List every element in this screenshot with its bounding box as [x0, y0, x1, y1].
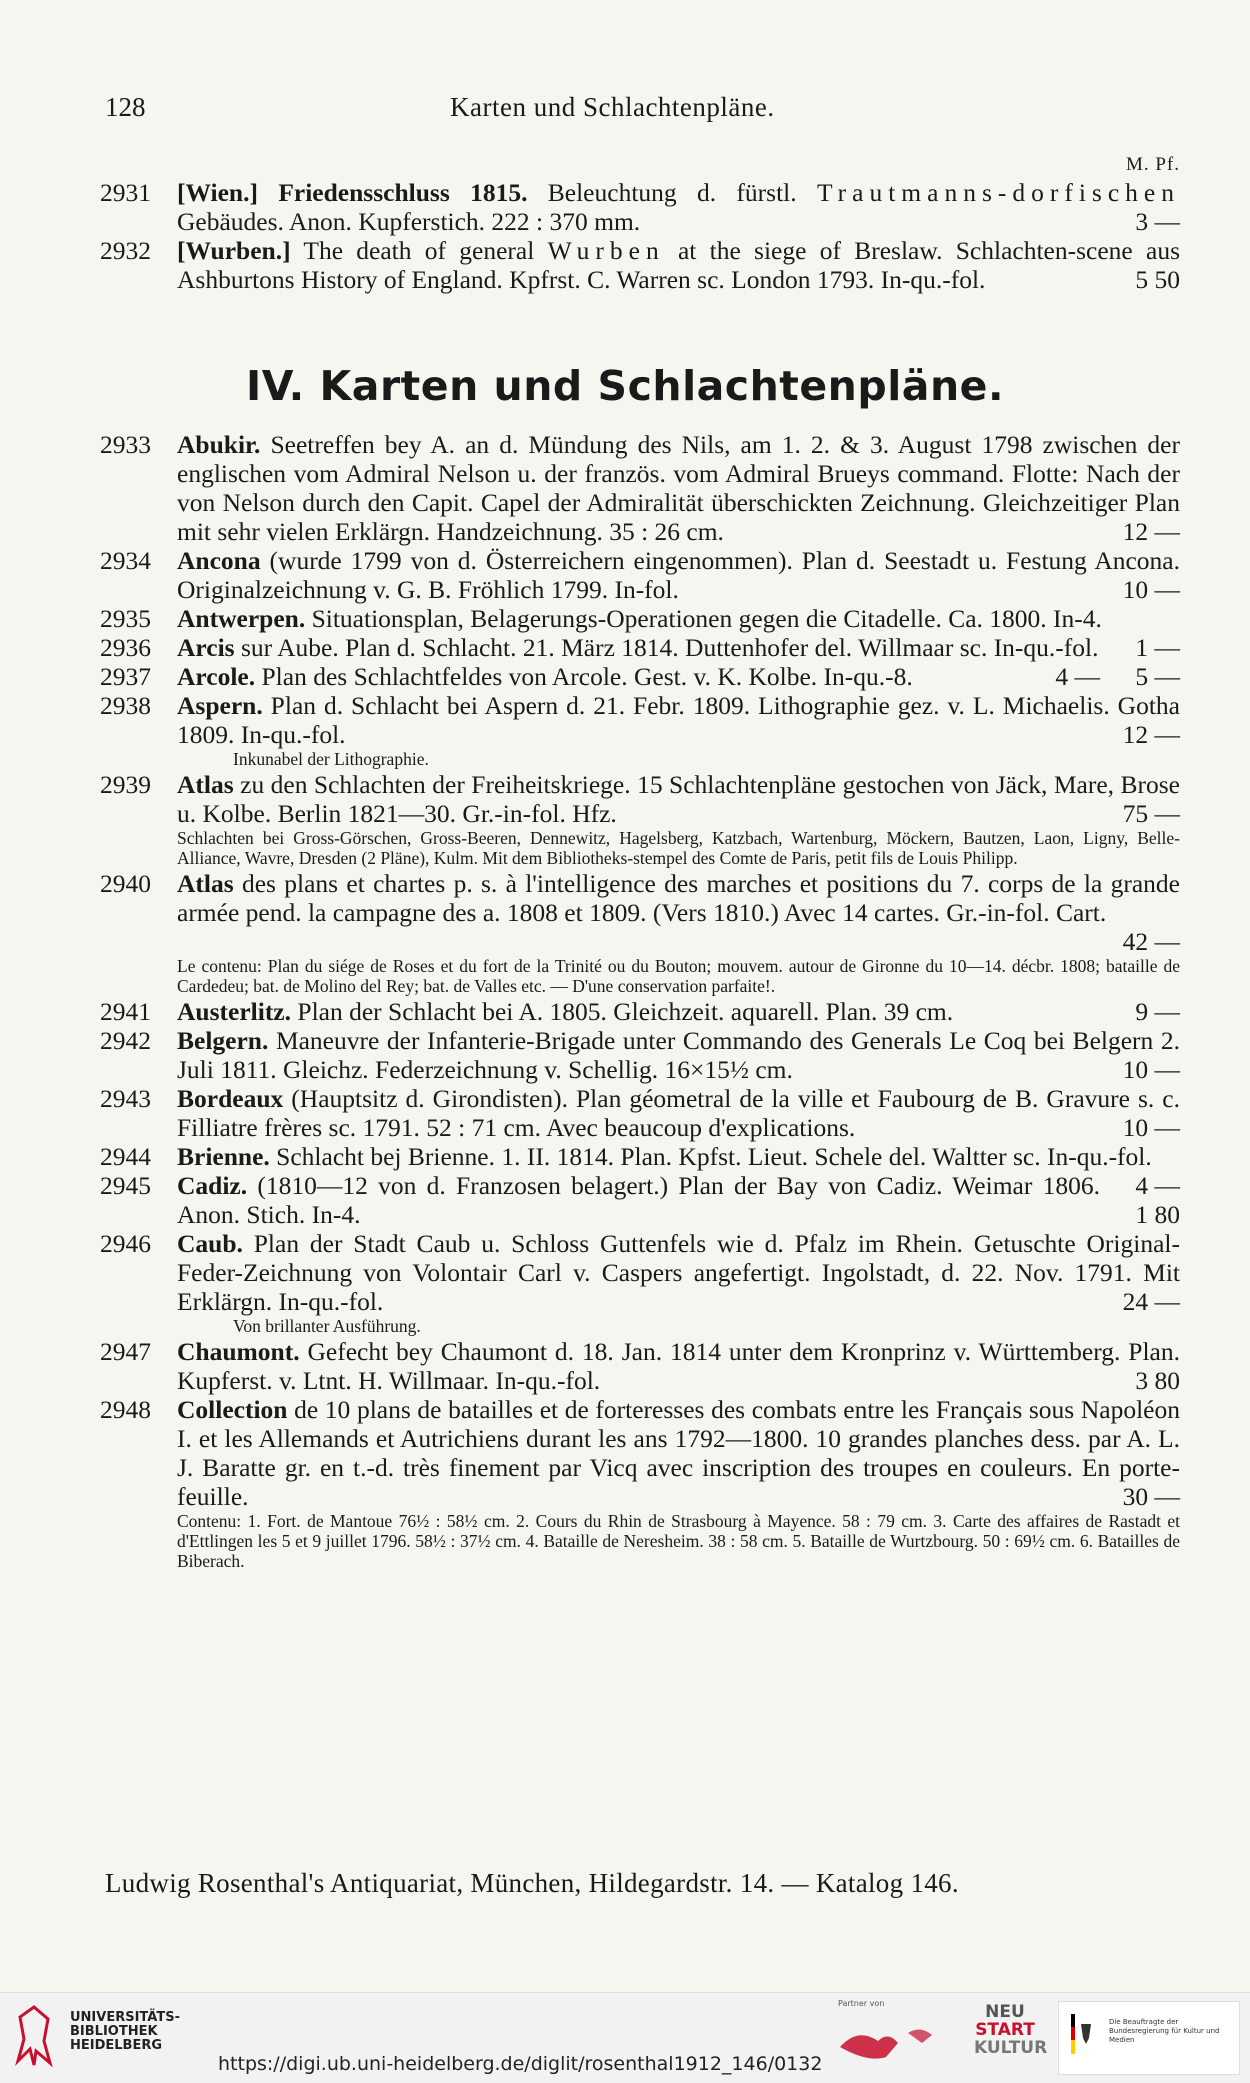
entry-number: 2946 — [100, 1229, 151, 1258]
catalog-entry — [100, 691, 1180, 769]
entry-text: Beleuchtung d. fürstl. — [527, 178, 817, 207]
entry-price: 4 — — [1135, 1171, 1180, 1200]
entry-text: Plan des Schlachtfeldes von Arcole. Gest. v. K. Kolbe. In-qu.-8. — [255, 662, 913, 691]
section-title: IV. Karten und Schlachtenpläne. — [245, 362, 1005, 410]
entry-keyword: Chaumont. — [177, 1337, 300, 1366]
entry-price: 9 — — [1135, 997, 1180, 1026]
catalog-entries — [100, 430, 1180, 1572]
entry-keyword: Caub. — [177, 1229, 243, 1258]
government-logo — [1058, 2001, 1240, 2075]
viewer-footer-bar — [0, 1992, 1250, 2083]
entry-text: des plans et chartes p. s. à l'intelligence des marches et positions du 7. corps de la grande armée pend. la campagne des a. 1808 et 1809. (Vers 1810.) Avec 14 cartes. Gr.-in-fol. Cart. — [177, 869, 1180, 927]
catalog-entry — [100, 869, 1180, 996]
entry-number: 2934 — [100, 546, 151, 575]
library-name: UNIVERSITÄTS- BIBLIOTHEK HEIDELBERG — [70, 2010, 180, 2053]
entry-text: sur Aube. Plan d. Schlacht. 21. März 1814. Duttenhofer del. Willmaar sc. In-qu.-fol. — [234, 633, 1099, 662]
entry-number: 2941 — [100, 997, 151, 1026]
entry-keyword: Bordeaux — [177, 1084, 284, 1113]
entry-text: de 10 plans de batailles et de forteresses des combats entre les Français sous Napoléon I. et les Allemands et Autrichiens durant les ans 1792—1800. 10 grandes planches dess. par A. L. J. Baratte gr. en t.-d. très finement par Vicq avec inscription des troupes en couleurs. En porte-feuille. — [177, 1395, 1180, 1511]
entry-price: 42 — — [1122, 927, 1180, 956]
neustart-kultur-logo — [974, 2002, 1048, 2058]
entry-price: 4 — — [1055, 662, 1100, 691]
running-header — [105, 92, 1180, 132]
entry-note: Schlachten bei Gross-Görschen, Gross-Beeren, Dennewitz, Hagelsberg, Katzbach, Wartenburg, Möckern, Bautzen, Laon, Ligny, Belle-Alliance, Wavre, Dresden (2 Pläne), Kulm. Mit dem Bibliotheks-stempel des Comte de Paris, petit fils de Louis Philipp. — [177, 828, 1180, 868]
entry-note: Le contenu: Plan du siége de Roses et du fort de la Trinité ou du Bouton; mouvem. autour de Gironne du 10—14. décbr. 1808; bataille de Cardedeu; bat. de Molino del Rey; bat. de Valles etc. — D'une conservation parfaite!. — [177, 956, 1180, 996]
entry-keyword: [Wien.] — [177, 178, 258, 207]
kultur-text: KULTUR — [974, 2038, 1048, 2058]
catalog-entry — [100, 236, 1180, 294]
entry-text: Situationsplan, Belagerungs-Operationen gegen die Citadelle. Ca. 1800. In-4. — [305, 604, 1102, 633]
entry-number: 2933 — [100, 430, 151, 459]
entry-keyword: Atlas — [177, 770, 234, 799]
entry-number: 2944 — [100, 1142, 151, 1171]
entry-number: 2936 — [100, 633, 151, 662]
entry-keyword: Brienne. — [177, 1142, 270, 1171]
entry-number: 2942 — [100, 1026, 151, 1055]
catalog-entry — [100, 546, 1180, 604]
entry-price: 5 50 — [1135, 265, 1180, 294]
entry-keyword: Austerlitz. — [177, 997, 292, 1026]
partner-logo-icon — [838, 2017, 938, 2067]
catalog-entry — [100, 770, 1180, 868]
prelude-entries — [100, 178, 1180, 294]
entry-price: 10 — — [1122, 575, 1180, 604]
entry-note: Von brillanter Ausführung. — [233, 1316, 421, 1336]
entry-number: 2937 — [100, 662, 151, 691]
catalog-entry — [100, 1171, 1180, 1229]
entry-price: 12 — — [1122, 720, 1180, 749]
running-title: Karten und Schlachtenpläne. — [450, 92, 775, 122]
entry-text: Plan der Stadt Caub u. Schloss Guttenfels wie d. Pfalz im Rhein. Getuschte Original-Feder-Zeichnung von Volontair Carl v. Caspers angefertigt. Ingolstadt, d. 22. Nov. 1791. Mit Erklärgn. In-qu.-fol. — [177, 1229, 1180, 1316]
entry-number: 2932 — [100, 236, 151, 265]
entry-number: 2945 — [100, 1171, 151, 1200]
entry-text: (1810—12 von d. Franzosen belagert.) Plan der Bay von Cadiz. Weimar 1806. Anon. Stich. In-4. — [177, 1171, 1100, 1229]
entry-number: 2947 — [100, 1337, 151, 1366]
page-url[interactable]: https://digi.ub.uni-heidelberg.de/diglit/rosenthal1912_146/0132 — [218, 2053, 823, 2075]
entry-keyword: Antwerpen. — [177, 604, 306, 633]
entry-keyword: Cadiz. — [177, 1171, 248, 1200]
entry-number: 2948 — [100, 1395, 151, 1424]
entry-spaced-name: Wurben — [547, 236, 665, 265]
entry-price: 10 — — [1122, 1113, 1180, 1142]
catalog-footer: Ludwig Rosenthal's Antiquariat, München, Hildegardstr. 14. — Katalog 146. — [105, 1868, 959, 1898]
entry-price: 1 80 — [1135, 1200, 1180, 1229]
entry-number: 2940 — [100, 869, 151, 898]
entry-text: Seetreffen bey A. an d. Mündung des Nils, am 1. 2. & 3. August 1798 zwischen der englischen vom Admiral Nelson u. der französ. vom Admiral Brueys command. Flotte: Nach der von Nelson durch den Capit. Capel der Admiralität überschickten Zeichnung. Gleichzeitiger Plan mit sehr vielen Erklärgn. Handzeichnung. 35 : 26 cm. — [177, 430, 1180, 546]
entry-text: (wurde 1799 von d. Österreichern eingenommen). Plan d. Seestadt u. Festung Ancona. Originalzeichnung v. G. B. Fröhlich 1799. In-fol. — [177, 546, 1180, 604]
currency-heading: M. Pf. — [1125, 154, 1180, 175]
entry-keyword: Belgern. — [177, 1026, 269, 1055]
entry-text: (Hauptsitz d. Girondisten). Plan géometral de la ville et Faubourg de B. Gravure s. c. Filliatre frères sc. 1791. 52 : 71 cm. Avec beaucoup d'explications. — [177, 1084, 1180, 1142]
government-text: Die Beauftragte der Bundesregierung für Kultur und Medien — [1109, 2018, 1220, 2044]
entry-keyword: Friedensschluss 1815. — [278, 178, 528, 207]
entry-text: Plan d. Schlacht bei Aspern d. 21. Febr. 1809. Lithographie gez. v. L. Michaelis. Gotha 1809. In-qu.-fol. — [177, 691, 1180, 749]
page-number: 128 — [105, 92, 146, 122]
entry-keyword: Aspern. — [177, 691, 263, 720]
entry-text: Gebäudes. Anon. Kupferstich. 222 : 370 mm. — [177, 207, 641, 236]
catalog-entry — [100, 1395, 1180, 1571]
catalog-entry — [100, 1337, 1180, 1395]
entry-text: The death of general — [290, 236, 548, 265]
heidelberg-seal-icon — [14, 2005, 54, 2067]
entry-text: Gefecht bey Chaumont d. 18. Jan. 1814 unter dem Kronprinz v. Württemberg. Plan. Kupferst. v. Ltnt. H. Willmaar. In-qu.-fol. — [177, 1337, 1180, 1395]
entry-keyword: Atlas — [177, 869, 234, 898]
entry-text: Plan der Schlacht bei A. 1805. Gleichzeit. aquarell. Plan. 39 cm. — [291, 997, 954, 1026]
entry-price: 3 80 — [1135, 1366, 1180, 1395]
catalog-entry — [100, 662, 1180, 691]
entry-price: 30 — — [1122, 1482, 1180, 1511]
entry-number: 2935 — [100, 604, 151, 633]
catalog-entry — [100, 1026, 1180, 1084]
entry-price: 10 — — [1122, 1055, 1180, 1084]
partner-label: Partner von — [838, 1999, 885, 2008]
catalog-entry — [100, 430, 1180, 546]
entry-spaced-name: Trautmanns-dorfischen — [816, 178, 1180, 207]
start-text: START — [975, 2020, 1035, 2040]
entry-price: 3 — — [1135, 207, 1180, 236]
entry-text: zu den Schlachten der Freiheitskriege. 15 Schlachtenpläne gestochen von Jäck, Mare, Brose u. Kolbe. Berlin 1821—30. Gr.-in-fol. Hfz. — [177, 770, 1180, 828]
catalog-entry — [100, 178, 1180, 236]
entry-price: 12 — — [1122, 517, 1180, 546]
entry-number: 2943 — [100, 1084, 151, 1113]
catalog-entry — [100, 1084, 1180, 1142]
entry-text: Maneuvre der Infanterie-Brigade unter Commando des Generals Le Coq bei Belgern 2. Juli 1811. Gleichz. Federzeichnung v. Schellig. 16×15½ cm. — [177, 1026, 1180, 1084]
entry-number: 2931 — [100, 178, 151, 207]
entry-keyword: Arcole. — [177, 662, 256, 691]
neu-text: NEU — [985, 2002, 1025, 2022]
entry-keyword: Abukir. — [177, 430, 261, 459]
entry-keyword: [Wurben.] — [177, 236, 291, 265]
entry-keyword: Collection — [177, 1395, 288, 1424]
entry-note: Inkunabel der Lithographie. — [233, 749, 429, 769]
entry-price: 24 — — [1122, 1287, 1180, 1316]
entry-number: 2939 — [100, 770, 151, 799]
entry-keyword: Arcis — [177, 633, 235, 662]
entry-keyword: Ancona — [177, 546, 261, 575]
eagle-flag-icon — [1071, 2014, 1093, 2054]
catalog-entry — [100, 1229, 1180, 1336]
entry-text: Schlacht bej Brienne. 1. II. 1814. Plan. Kpfst. Lieut. Schele del. Waltter sc. In-qu.-fol. — [269, 1142, 1152, 1171]
entry-price: 1 — — [1135, 633, 1180, 662]
catalog-entry — [100, 997, 1180, 1026]
entry-note: Contenu: 1. Fort. de Mantoue 76½ : 58½ cm. 2. Cours du Rhin de Strasbourg à Mayence. 58 : 79 cm. 3. Carte des affaires de Rastadt et d'Ettlingen les 5 et 9 juillet 1796. 58½ : 37½ cm. 4. Bataille de Neresheim. 38 : 58 cm. 5. Bataille de Wurtzbourg. 50 : 69½ cm. 6. Batailles de Biberach. — [177, 1511, 1180, 1571]
entry-text: at the siege of Breslaw. Schlachten-scene aus Ashburtons History of England. Kpfrst. C. Warren sc. London 1793. In-qu.-fol. — [177, 236, 1180, 294]
entry-price: 75 — — [1122, 799, 1180, 828]
entry-number: 2938 — [100, 691, 151, 720]
entry-price: 5 — — [1135, 662, 1180, 691]
